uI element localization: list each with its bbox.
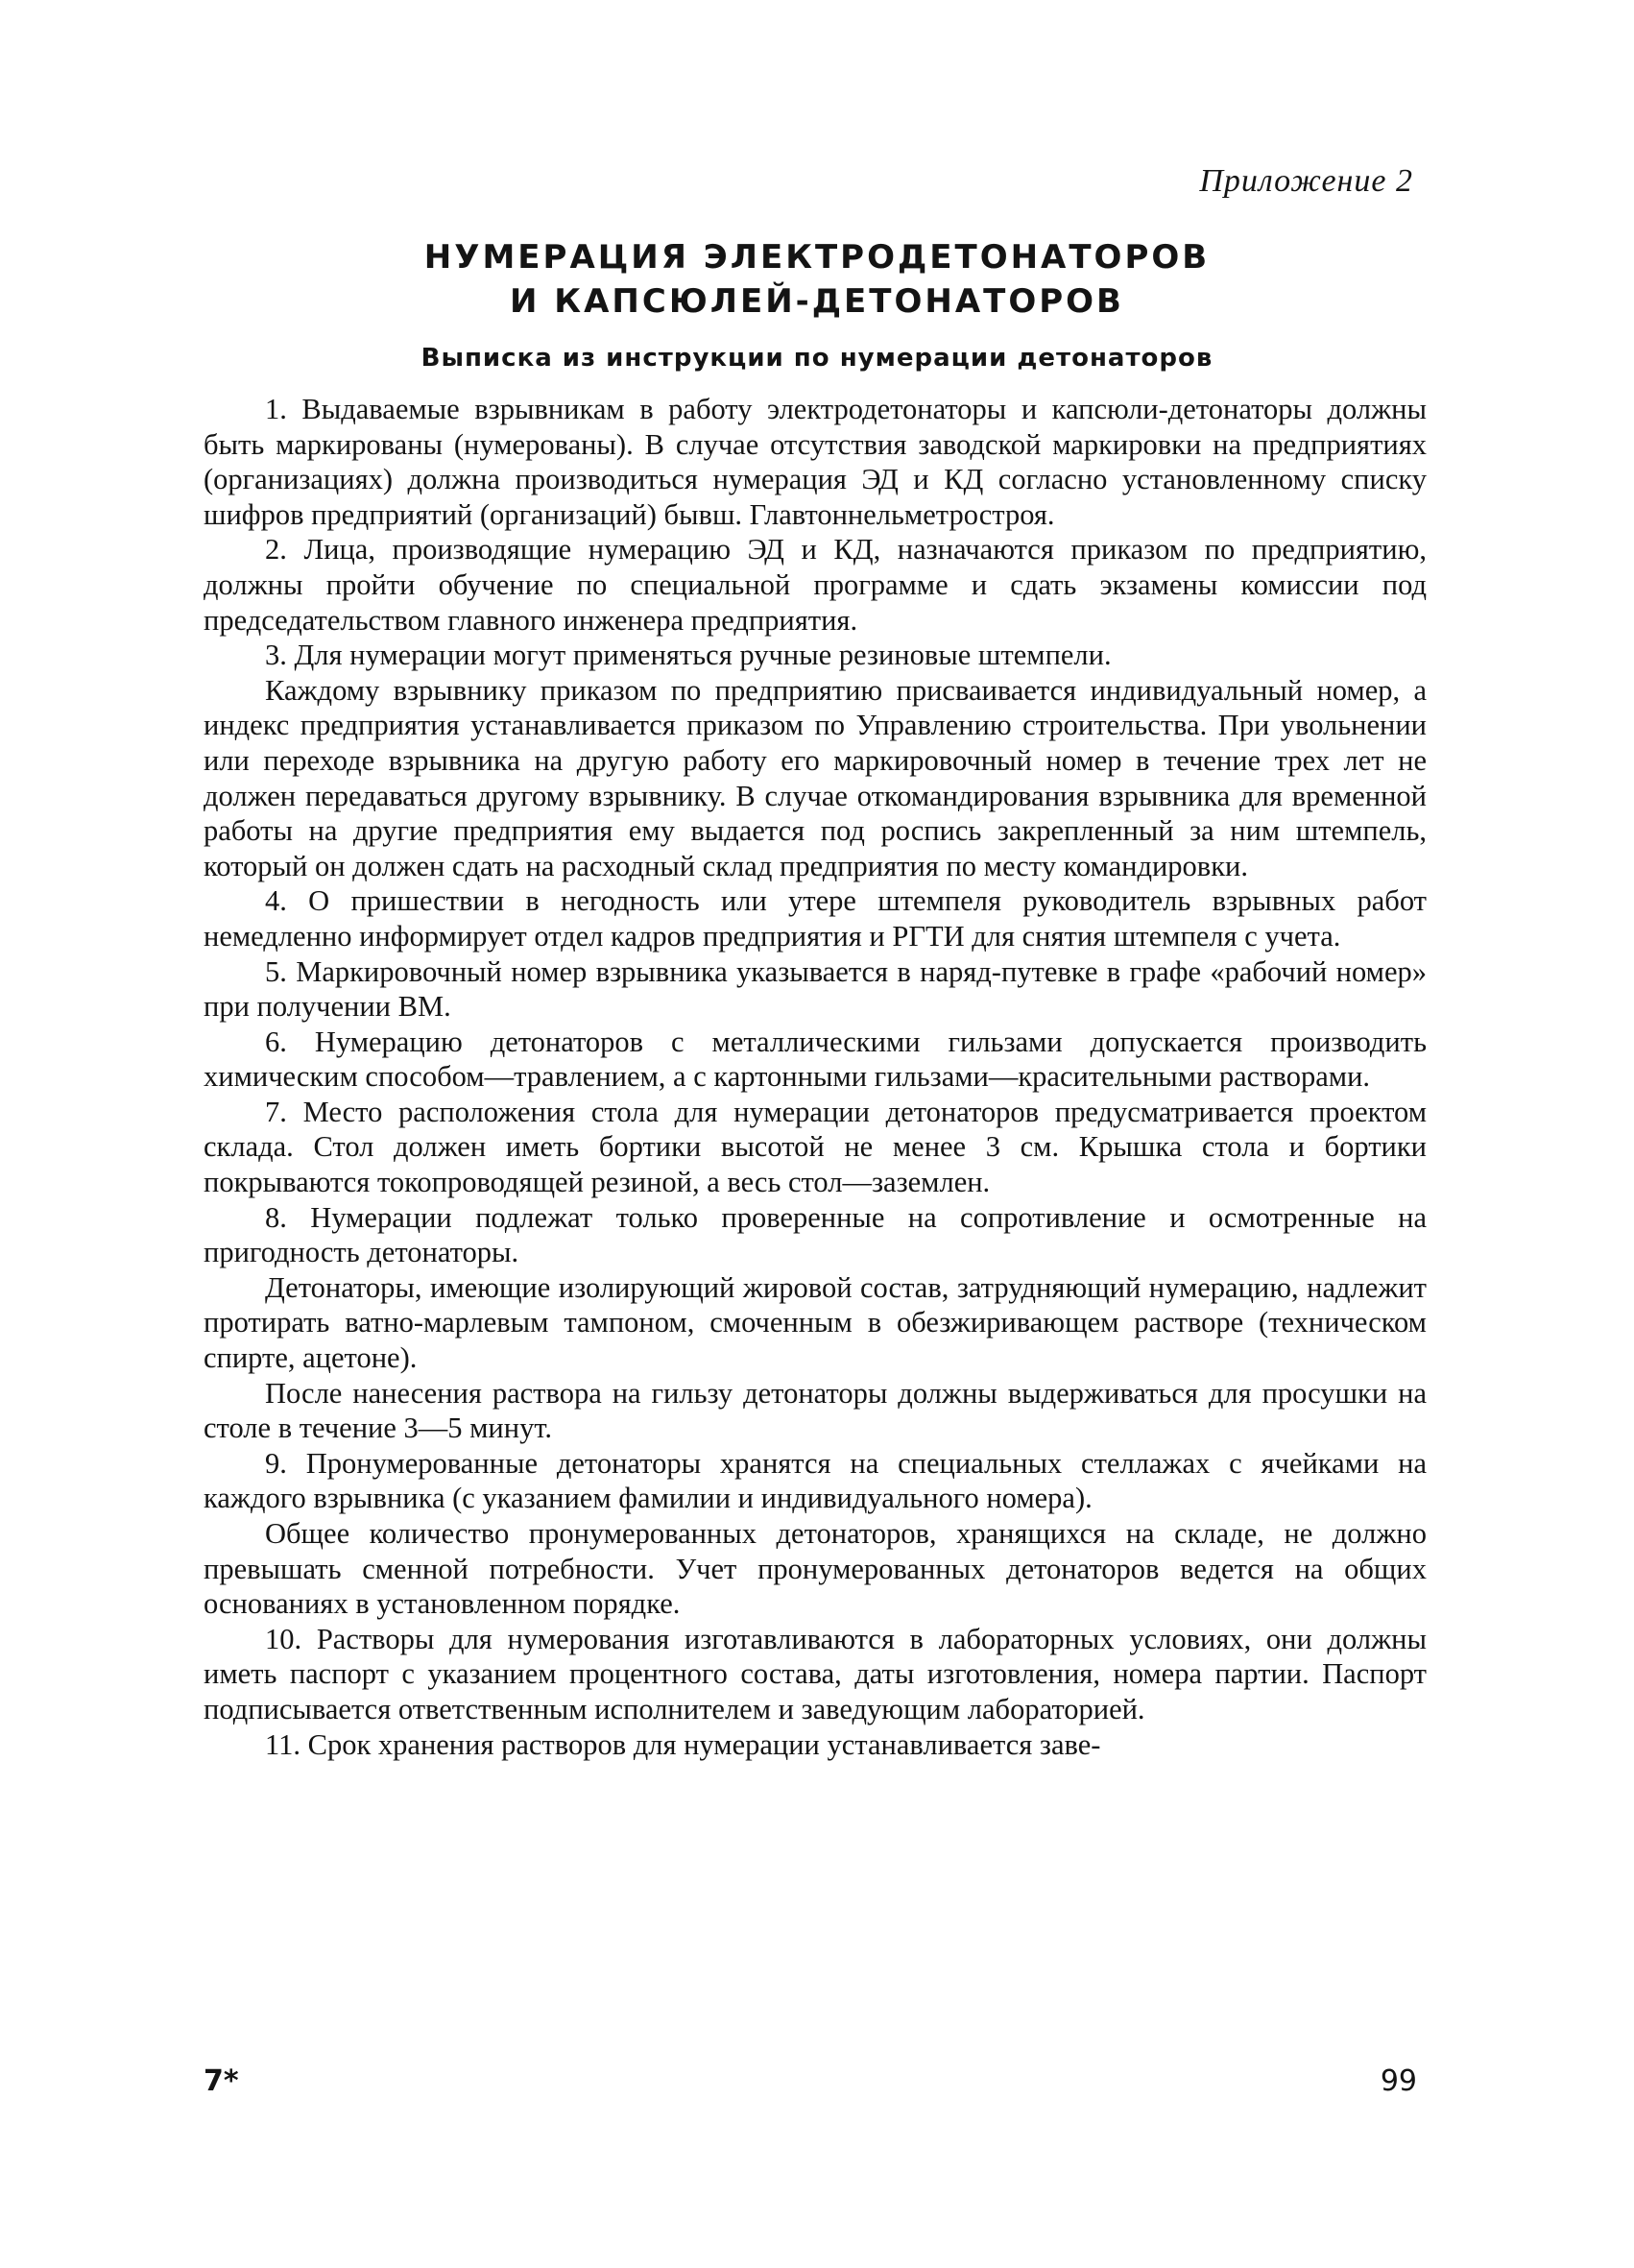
paragraph: Каждому взрывнику приказом по предприятию присваивается индивидуальный номер, а индекс предприятия устанавливается приказом по Управлению строительства. При увольнении или переходе взрывника на другую работу его маркировочный номер в течение трех лет не должен передаваться другому взрывнику. В случае откомандирования взрывника для временной работы на другие предприятия ему выдается под роспись закрепленный за ним штемпель, который он должен сдать на расходный склад предприятия по месту командировки. <box>204 673 1427 882</box>
paragraph: 4. О пришествии в негодность или утере штемпеля руководитель взрывных работ немедленно информирует отдел кадров предприятия и РГТИ для снятия штемпеля с учета. <box>204 884 1427 953</box>
paragraph: 10. Растворы для нумерования изготавливаются в лабораторных условиях, они должны иметь паспорт с указанием процентного состава, даты изготовления, номера партии. Паспорт подписывается ответственным исполнителем и заведующим лабораторией. <box>204 1622 1427 1725</box>
document-title <box>0 235 1634 324</box>
paragraph: Детонаторы, имеющие изолирующий жировой состав, затрудняющий нумерацию, надлежит протирать ватно-марлевым тампоном, смоченным в обезжиривающем растворе (техническом спирте, ацетоне). <box>204 1270 1427 1375</box>
appendix-label: Приложение 2 <box>1199 163 1413 199</box>
title-line-1: НУМЕРАЦИЯ ЭЛЕКТРОДЕТОНАТОРОВ <box>423 238 1211 277</box>
signature-mark: 7* <box>204 2064 239 2098</box>
paragraph: 11. Срок хранения растворов для нумерации устанавливается заве- <box>265 1727 1101 1761</box>
paragraph: 7. Место расположения стола для нумерации детонаторов предусматривается проектом склада. Стол должен иметь бортики высотой не менее 3 см. Крышка стола и бортики покрываются токопроводящей резиной, а весь стол—заземлен. <box>204 1095 1427 1199</box>
paragraph: 8. Нумерации подлежат только проверенные на сопротивление и осмотренные на пригодность детонаторы. <box>204 1200 1427 1269</box>
paragraph: 5. Маркировочный номер взрывника указывается в наряд-путевке в графе «рабочий номер» при получении ВМ. <box>204 954 1427 1024</box>
paragraph: 1. Выдаваемые взрывникам в работу электродетонаторы и капсюли-детонаторы должны быть маркированы (нумерованы). В случае отсутствия заводской маркировки на предприятиях (организациях) должна производиться нумерация ЭД и КД согласно установленному списку шифров предприятий (организаций) бывш. Главтоннельметростроя. <box>204 393 1427 531</box>
document-subtitle: Выписка из инструкции по нумерации детонаторов <box>421 344 1213 373</box>
page-number: 99 <box>1380 2064 1417 2098</box>
paragraph: 9. Пронумерованные детонаторы хранятся на специальных стеллажах с ячейками на каждого взрывника (с указанием фамилии и индивидуального номера). <box>204 1446 1427 1515</box>
paragraph: Общее количество пронумерованных детонаторов, хранящихся на складе, не должно превышать сменной потребности. Учет пронумерованных детонаторов ведется на общих основаниях в установленном порядке. <box>204 1517 1427 1621</box>
paragraph: 6. Нумерацию детонаторов с металлическими гильзами допускается производить химическим способом—травлением, а с картонными гильзами—красительными растворами. <box>204 1025 1427 1094</box>
body-text <box>204 392 1427 1762</box>
title-line-2: И КАПСЮЛЕЙ-ДЕТОНАТОРОВ <box>510 282 1124 321</box>
paragraph: 2. Лица, производящие нумерацию ЭД и КД, назначаются приказом по предприятию, должны пройти обучение по специальной программе и сдать экзамены комиссии под председательством главного инженера предприятия. <box>204 533 1427 637</box>
paragraph: 3. Для нумерации могут применяться ручные резиновые штемпели. <box>265 639 1112 672</box>
paragraph: После нанесения раствора на гильзу детонаторы должны выдерживаться для просушки на столе в течение 3—5 минут. <box>204 1376 1427 1445</box>
